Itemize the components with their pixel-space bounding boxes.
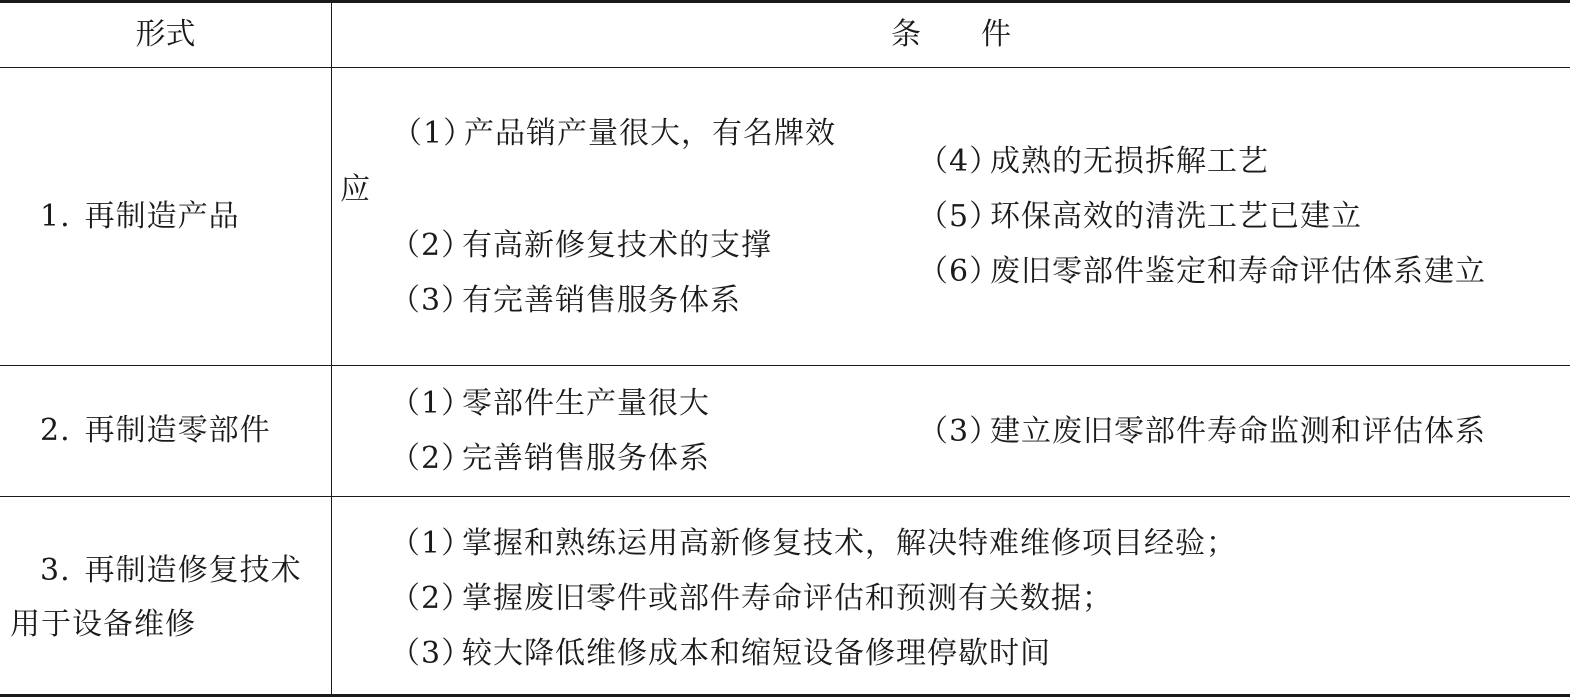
row3-cond-1 [390, 516, 1560, 571]
header-cond-char-a: 条 [891, 17, 921, 52]
row1-form [40, 190, 330, 244]
row2-cond-1 [390, 376, 910, 431]
header-form-label: 形式 [135, 17, 196, 52]
row1-form-num: 1. [40, 199, 71, 234]
row2-rule [0, 496, 1570, 497]
row1-cond-5 [918, 189, 1558, 244]
row3-form-line1: 再制造修复技术 [84, 553, 302, 588]
row3-form [10, 544, 328, 652]
row3-cond-2-text: 掌握废旧零件或部件寿命评估和预测有关数据； [462, 581, 1113, 616]
row1-cond-1-idx: （1） [392, 116, 475, 151]
row1-cond-4 [918, 134, 1558, 189]
row1-cond-1 [340, 106, 860, 218]
row1-cond-5-idx: （5） [918, 199, 1001, 234]
row2-form-text: 再制造零部件 [84, 413, 271, 448]
row1-right-conditions [918, 134, 1558, 299]
column-divider [331, 2, 332, 696]
row3-conditions [390, 516, 1560, 681]
row1-left-conditions [340, 106, 900, 328]
row1-cond-2 [340, 218, 900, 273]
row1-cond-3-text: 有完善销售服务体系 [462, 283, 741, 318]
row3-cond-2 [390, 571, 1560, 626]
row1-cond-1-text: 产品销产量很大，有名牌效应 [340, 116, 836, 207]
row2-form [40, 404, 330, 458]
row3-form-line2: 用于设备维修 [10, 607, 196, 642]
row2-right-conditions [918, 404, 1558, 459]
row1-cond-4-idx: （4） [918, 144, 1001, 179]
row3-cond-2-idx: （2） [390, 581, 473, 616]
row1-cond-6 [918, 244, 1558, 299]
row2-form-num: 2. [40, 413, 71, 448]
row3-cond-1-text: 掌握和熟练运用高新修复技术，解决特难维修项目经验； [462, 526, 1237, 561]
row2-cond-2 [390, 431, 910, 486]
row3-cond-1-idx: （1） [390, 526, 473, 561]
row2-cond-3-text: 建立废旧零部件寿命监测和评估体系 [990, 414, 1486, 449]
row1-cond-6-idx: （6） [918, 254, 1001, 289]
row2-cond-2-idx: （2） [390, 441, 473, 476]
row1-cond-4-text: 成熟的无损拆解工艺 [990, 144, 1269, 179]
header-conditions [332, 2, 1570, 68]
row2-cond-2-text: 完善销售服务体系 [462, 441, 710, 476]
row2-cond-1-idx: （1） [390, 386, 473, 421]
row1-cond-2-idx: （2） [390, 228, 473, 263]
row1-rule [0, 365, 1570, 366]
row1-form-text: 再制造产品 [84, 199, 240, 234]
row2-cond-1-text: 零部件生产量很大 [462, 386, 710, 421]
row3-cond-3-idx: （3） [390, 636, 473, 671]
row3-cond-3-text: 较大降低维修成本和缩短设备修理停歇时间 [462, 636, 1051, 671]
row3-form-line1-wrap [10, 544, 328, 598]
row2-cond-3 [918, 404, 1558, 459]
row1-cond-5-text: 环保高效的清洗工艺已建立 [990, 199, 1362, 234]
row1-cond-6-text: 废旧零部件鉴定和寿命评估体系建立 [990, 254, 1486, 289]
row2-cond-3-idx: （3） [918, 414, 1001, 449]
row2-left-conditions [390, 376, 910, 486]
row3-cond-3 [390, 626, 1560, 681]
header-cond-char-b: 件 [981, 17, 1011, 52]
bottom-rule [0, 694, 1570, 697]
header-form [0, 2, 331, 68]
row1-cond-2-text: 有高新修复技术的支撑 [462, 228, 772, 263]
row1-cond-3-idx: （3） [390, 283, 473, 318]
row1-cond-3 [340, 273, 900, 328]
row3-form-num: 3. [40, 553, 71, 588]
